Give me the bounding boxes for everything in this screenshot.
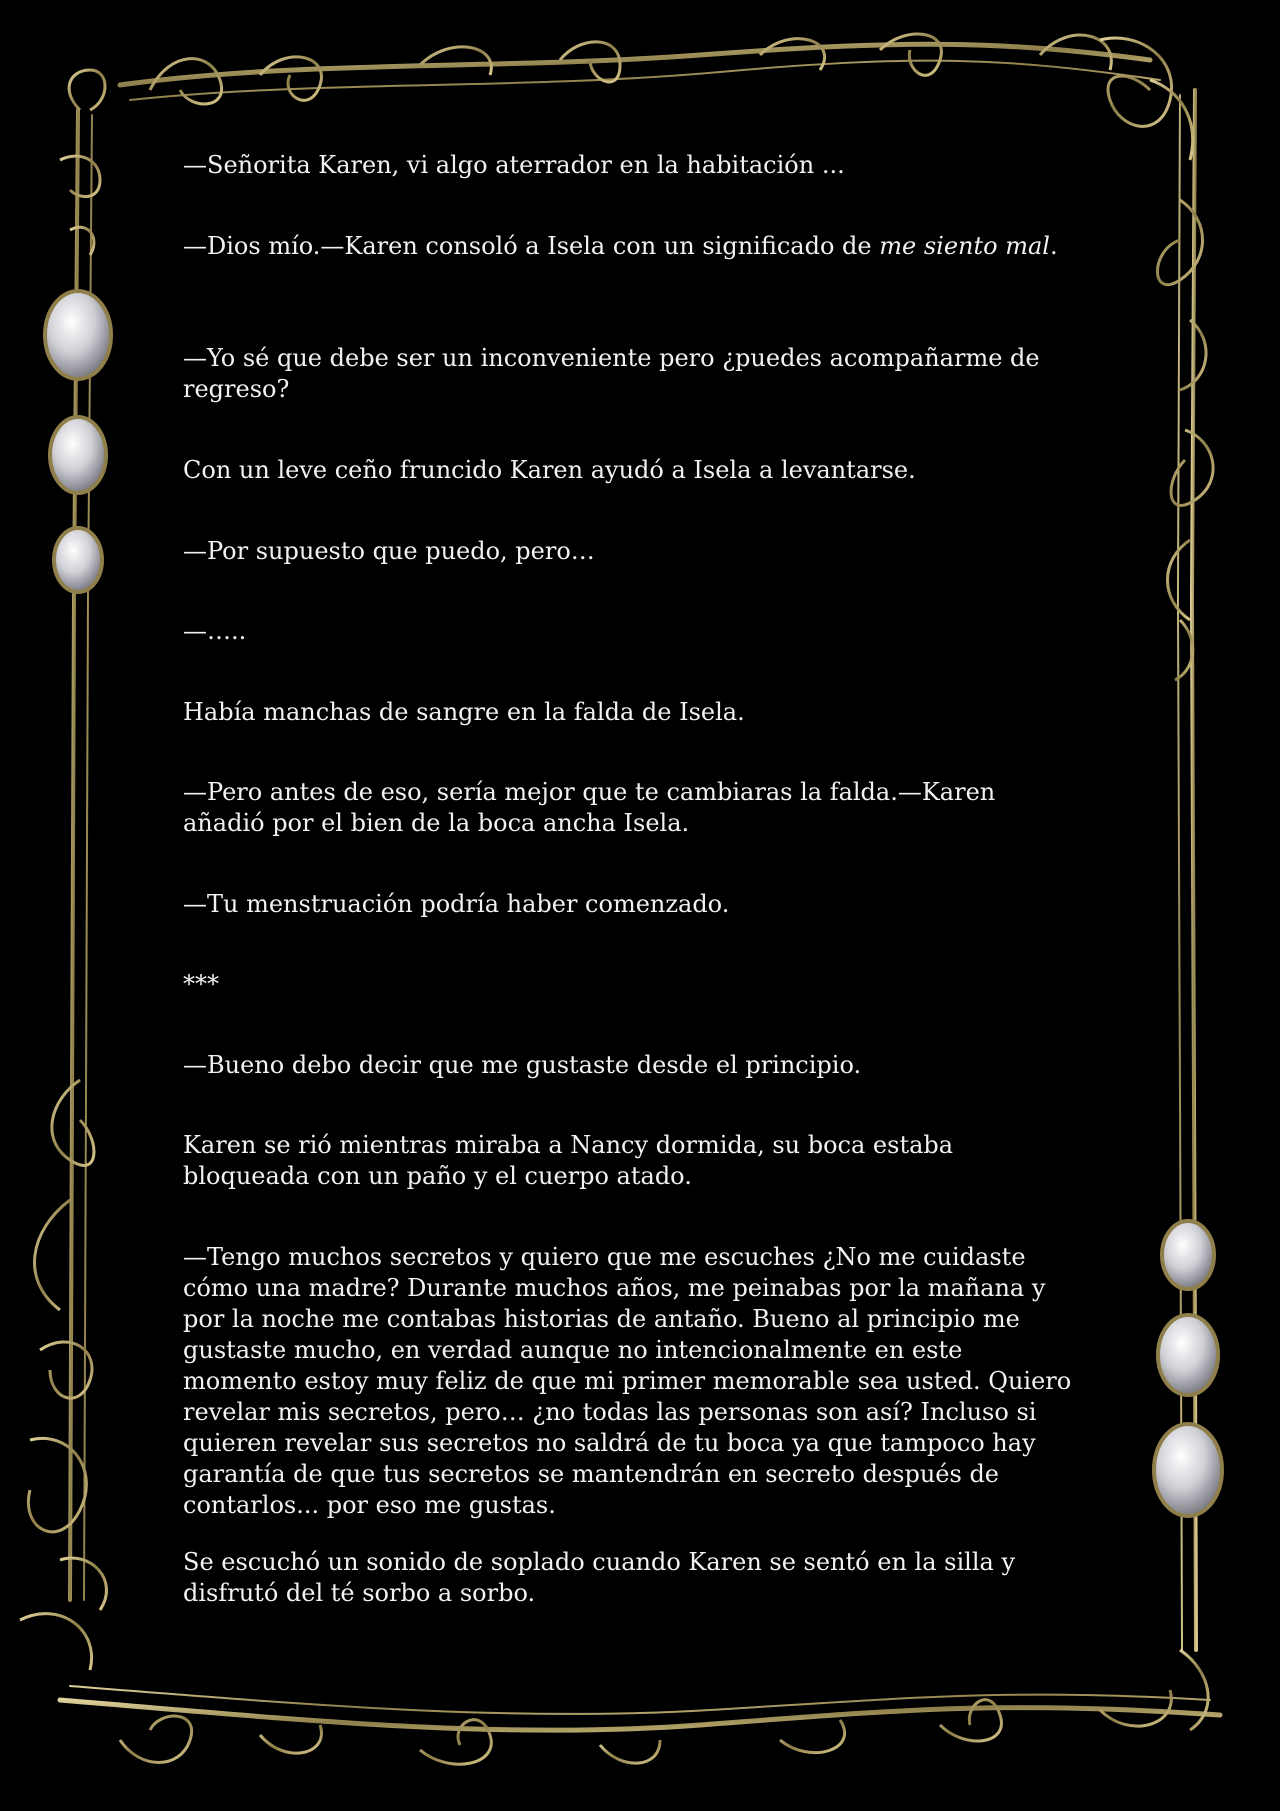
top-left-corner bbox=[60, 70, 105, 255]
paragraph: —Bueno debo decir que me gustaste desde el principio. bbox=[183, 1051, 862, 1079]
left-gems bbox=[45, 291, 111, 592]
diamond-gem-icon bbox=[45, 291, 111, 379]
diamond-gem-icon bbox=[50, 417, 106, 493]
paragraph: —Yo sé que debe ser un inconveniente pero ¿puedes acompañarme de regreso? bbox=[183, 344, 1040, 403]
right-scrollwork bbox=[1158, 200, 1214, 680]
paragraph: —Pero antes de eso, sería mejor que te cambiaras la falda.—Karen añadió por el bien de la boca ancha Isela. bbox=[183, 778, 996, 837]
diamond-gem-icon bbox=[54, 528, 102, 592]
paragraph-text-end: . bbox=[1049, 232, 1058, 260]
scene-break: *** bbox=[183, 970, 219, 998]
left-bottom-scrollwork bbox=[20, 1080, 106, 1670]
italic-phrase: me siento mal bbox=[879, 232, 1050, 260]
paragraph: Karen se rió mientras miraba a Nancy dormida, su boca estaba bloqueada con un paño y el cuerpo atado. bbox=[183, 1131, 954, 1190]
paragraph: Había manchas de sangre en la falda de Isela. bbox=[183, 698, 745, 726]
top-scrollwork bbox=[150, 34, 1193, 160]
paragraph: —Tengo muchos secretos y quiero que me escuches ¿No me cuidaste cómo una madre? Durante muchos años, me peinabas por la mañana y por la noche me contabas historias de antaño. Bueno al principio me gustaste mucho, en verdad aunque no intencionalmente en este momento estoy muy feliz de que mi primer memorable sea usted. Quiero revelar mis secretos, pero… ¿no todas las personas son así? Incluso si quieren revelar sus secretos no saldrá de tu boca ya que tampoco hay garantía de que tus secretos se mantendrán en secreto después de contarlos... por eso me gustas. bbox=[183, 1243, 1072, 1519]
diamond-gem-icon bbox=[1162, 1221, 1214, 1289]
paragraph: —….. bbox=[183, 617, 247, 645]
paragraph: Se escuchó un sonido de soplado cuando Karen se sentó en la silla y disfrutó del té sorbo a sorbo. bbox=[183, 1548, 1015, 1607]
paragraph bbox=[183, 231, 1058, 262]
paragraph-text: —Dios mío.—Karen consoló a Isela con un significado de bbox=[183, 232, 880, 260]
paragraph: —Por supuesto que puedo, pero… bbox=[183, 537, 595, 565]
diamond-gem-icon bbox=[1154, 1424, 1222, 1516]
paragraph: Con un leve ceño fruncido Karen ayudó a Isela a levantarse. bbox=[183, 456, 916, 484]
paragraph: —Señorita Karen, vi algo aterrador en la habitación ... bbox=[183, 151, 845, 179]
diamond-gem-icon bbox=[1158, 1315, 1218, 1395]
right-gems bbox=[1154, 1221, 1222, 1516]
paragraph: —Tu menstruación podría haber comenzado. bbox=[183, 890, 730, 918]
